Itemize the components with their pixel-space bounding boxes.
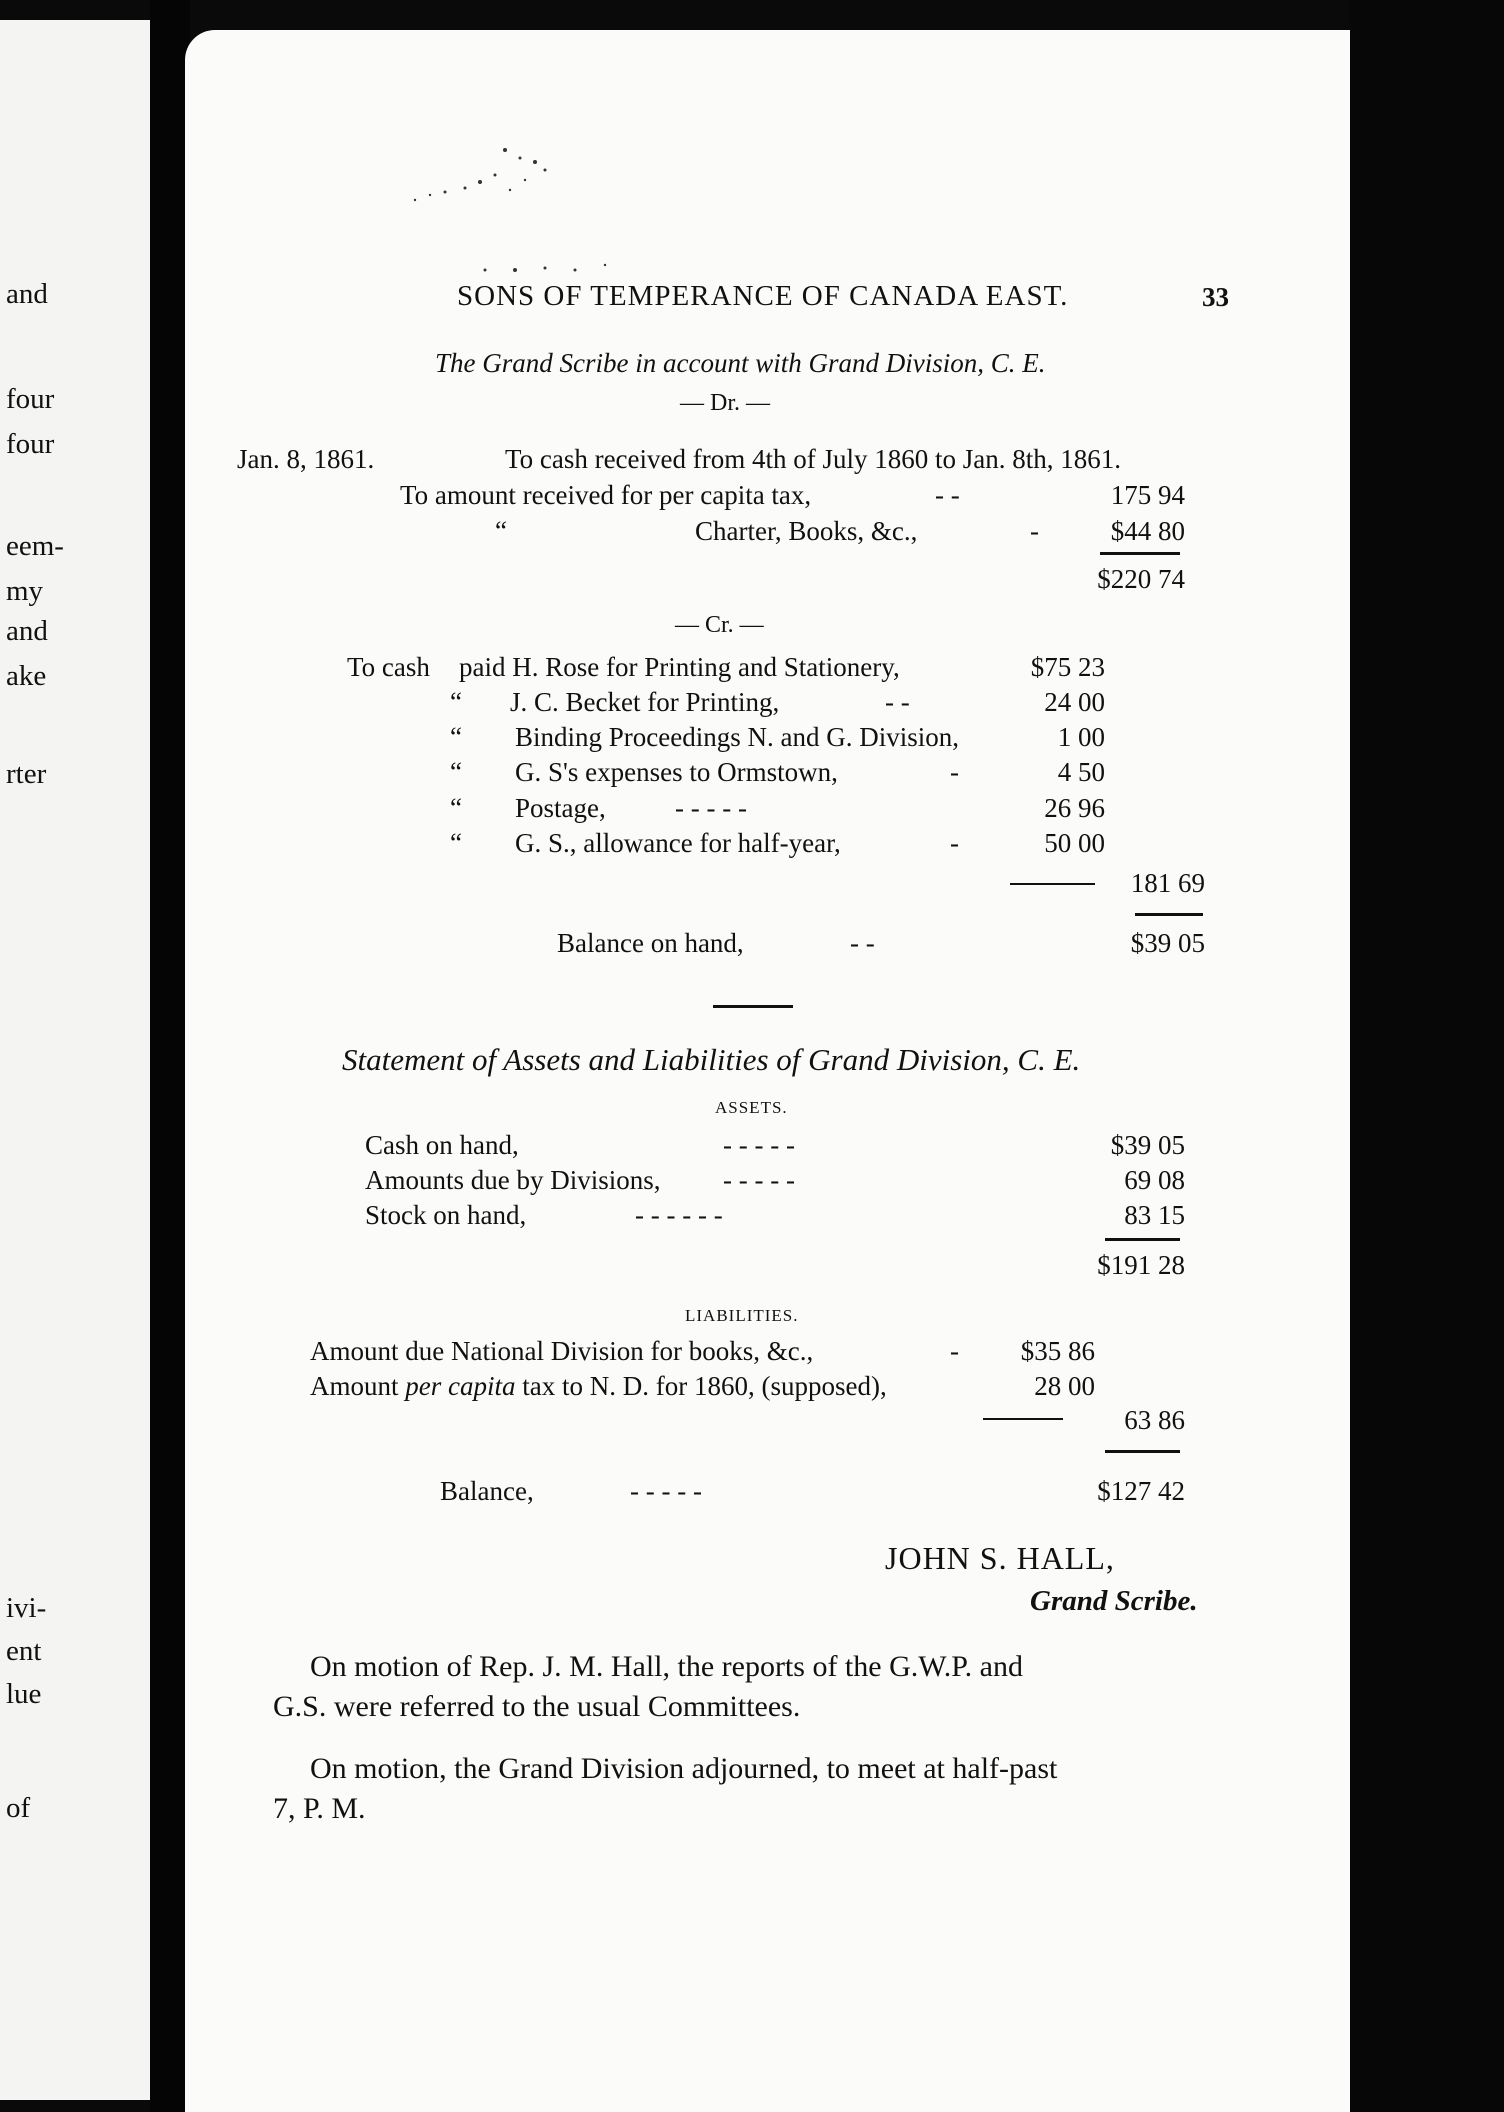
- facing-page-fragment: ake: [6, 660, 47, 692]
- credit-row-amount: $75 23: [1030, 652, 1105, 682]
- book-gutter: [150, 0, 190, 2112]
- debit-row-desc: Charter, Books, &c.,: [695, 516, 918, 546]
- facing-page-fragment: four: [6, 383, 55, 415]
- debit-total: $220 74: [1097, 564, 1185, 594]
- credit-row-amount: 24 00: [1044, 687, 1105, 717]
- asset-row-amount: $39 05: [1110, 1130, 1185, 1160]
- statement-balance-label: Balance,: [440, 1476, 534, 1506]
- credit-label: — Cr. —: [675, 612, 764, 638]
- page-number: 33: [1202, 282, 1229, 312]
- balance-label: Balance on hand,: [557, 928, 744, 958]
- debit-row-amount: 175 94: [1110, 480, 1185, 510]
- facing-page-fragment: ent: [6, 1635, 42, 1667]
- statement-balance-amount: $127 42: [1097, 1476, 1185, 1506]
- credit-row-desc: G. S., allowance for half-year,: [515, 828, 841, 858]
- signatory-name: JOHN S. HALL,: [885, 1540, 1115, 1576]
- credit-row-dots: -: [950, 828, 959, 858]
- ditto-mark: “: [450, 828, 462, 858]
- motion-paragraph-line: G.S. were referred to the usual Committees.: [273, 1690, 801, 1723]
- page: [185, 30, 1350, 2112]
- running-head-title: SONS OF TEMPERANCE OF CANADA EAST.: [457, 280, 1069, 312]
- credit-row-desc: J. C. Becket for Printing,: [510, 687, 780, 717]
- debit-row-desc: To amount received for per capita tax,: [400, 480, 812, 510]
- motion-paragraph-line: On motion of Rep. J. M. Hall, the reports of the G.W.P. and: [310, 1650, 1023, 1683]
- statement-balance-dots: - - - - -: [630, 1476, 702, 1506]
- liability-desc-part: Amount: [310, 1371, 406, 1401]
- ditto-mark: “: [450, 757, 462, 787]
- ditto-mark: “: [495, 516, 507, 546]
- sum-rule: [1100, 552, 1180, 555]
- asset-row-dots: - - - - -: [723, 1165, 795, 1195]
- motion-paragraph-line: On motion, the Grand Division adjourned, to meet at half-past: [310, 1752, 1058, 1785]
- balance-amount: $39 05: [1130, 928, 1205, 958]
- ink-speckle-mark: [385, 100, 645, 300]
- asset-row-dots: - - - - -: [723, 1130, 795, 1160]
- ditto-mark: “: [450, 722, 462, 752]
- facing-page-fragment: my: [6, 575, 44, 607]
- liability-row-amount: 28 00: [1034, 1371, 1095, 1401]
- debit-row-dots: -: [1030, 516, 1039, 546]
- credit-row-amount: 4 50: [1057, 757, 1105, 787]
- liability-row-desc: [310, 1371, 887, 1402]
- liabilities-label: LIABILITIES.: [685, 1306, 799, 1325]
- liability-row-dots: -: [950, 1336, 959, 1366]
- page-edge-shadow: [1350, 0, 1504, 2112]
- assets-label: ASSETS.: [715, 1098, 788, 1117]
- credit-row-dots: - -: [885, 687, 910, 717]
- credit-row-dots: - - - - -: [675, 793, 747, 823]
- credit-row-dots: -: [950, 757, 959, 787]
- facing-page-fragment: ivi-: [6, 1592, 47, 1624]
- debit-label: — Dr. —: [680, 390, 770, 416]
- debit-intro: To cash received from 4th of July 1860 to Jan. 8th, 1861.: [505, 444, 1121, 474]
- asset-row-desc: Cash on hand,: [365, 1130, 519, 1160]
- liabilities-total: 63 86: [1124, 1405, 1185, 1435]
- facing-page-fragment: eem-: [6, 530, 64, 562]
- facing-page-fragment: and: [6, 278, 48, 310]
- facing-page-fragment: rter: [6, 758, 47, 790]
- sum-rule: [1105, 1238, 1180, 1241]
- statement-heading: Statement of Assets and Liabilities of Grand Division, C. E.: [342, 1042, 1081, 1077]
- sum-rule: [1105, 1450, 1180, 1453]
- credit-row-desc: paid H. Rose for Printing and Stationery,: [459, 652, 900, 682]
- credit-row-desc: Binding Proceedings N. and G. Division,: [515, 722, 959, 752]
- facing-page-fragment: lue: [6, 1678, 42, 1710]
- credit-total: 181 69: [1130, 868, 1205, 898]
- facing-page-edge: [0, 20, 150, 2100]
- asset-row-desc: Amounts due by Divisions,: [365, 1165, 661, 1195]
- balance-dots: - -: [850, 928, 875, 958]
- credit-row-lead: To cash: [347, 652, 430, 682]
- facing-page-fragment: of: [6, 1792, 31, 1824]
- account-heading: The Grand Scribe in account with Grand Division, C. E.: [435, 348, 1046, 378]
- asset-row-amount: 83 15: [1124, 1200, 1185, 1230]
- debit-row-amount: $44 80: [1110, 516, 1185, 546]
- liability-row-desc: Amount due National Division for books, &c.,: [310, 1336, 814, 1366]
- debit-date: Jan. 8, 1861.: [237, 444, 375, 474]
- liability-desc-italic: per capita: [405, 1371, 516, 1401]
- credit-row-amount: 1 00: [1057, 722, 1105, 752]
- motion-paragraph-line: 7, P. M.: [273, 1792, 366, 1825]
- liability-desc-part: tax to N. D. for 1860, (supposed),: [515, 1371, 887, 1401]
- ditto-mark: “: [450, 687, 462, 717]
- credit-row-desc: Postage,: [515, 793, 606, 823]
- sum-rule: [1135, 913, 1203, 916]
- credit-row-desc: G. S's expenses to Ormstown,: [515, 757, 838, 787]
- assets-total: $191 28: [1097, 1250, 1185, 1280]
- signatory-title: Grand Scribe.: [1030, 1585, 1198, 1617]
- credit-row-amount: 26 96: [1044, 793, 1105, 823]
- ditto-mark: “: [450, 793, 462, 823]
- credit-row-amount: 50 00: [1044, 828, 1105, 858]
- liability-row-amount: $35 86: [1020, 1336, 1095, 1366]
- facing-page-fragment: four: [6, 428, 55, 460]
- asset-row-amount: 69 08: [1124, 1165, 1185, 1195]
- section-divider: [713, 1005, 793, 1008]
- debit-row-dots: - -: [935, 480, 960, 510]
- asset-row-desc: Stock on hand,: [365, 1200, 527, 1230]
- facing-page-fragment: and: [6, 615, 48, 647]
- asset-row-dots: - - - - - -: [635, 1200, 723, 1230]
